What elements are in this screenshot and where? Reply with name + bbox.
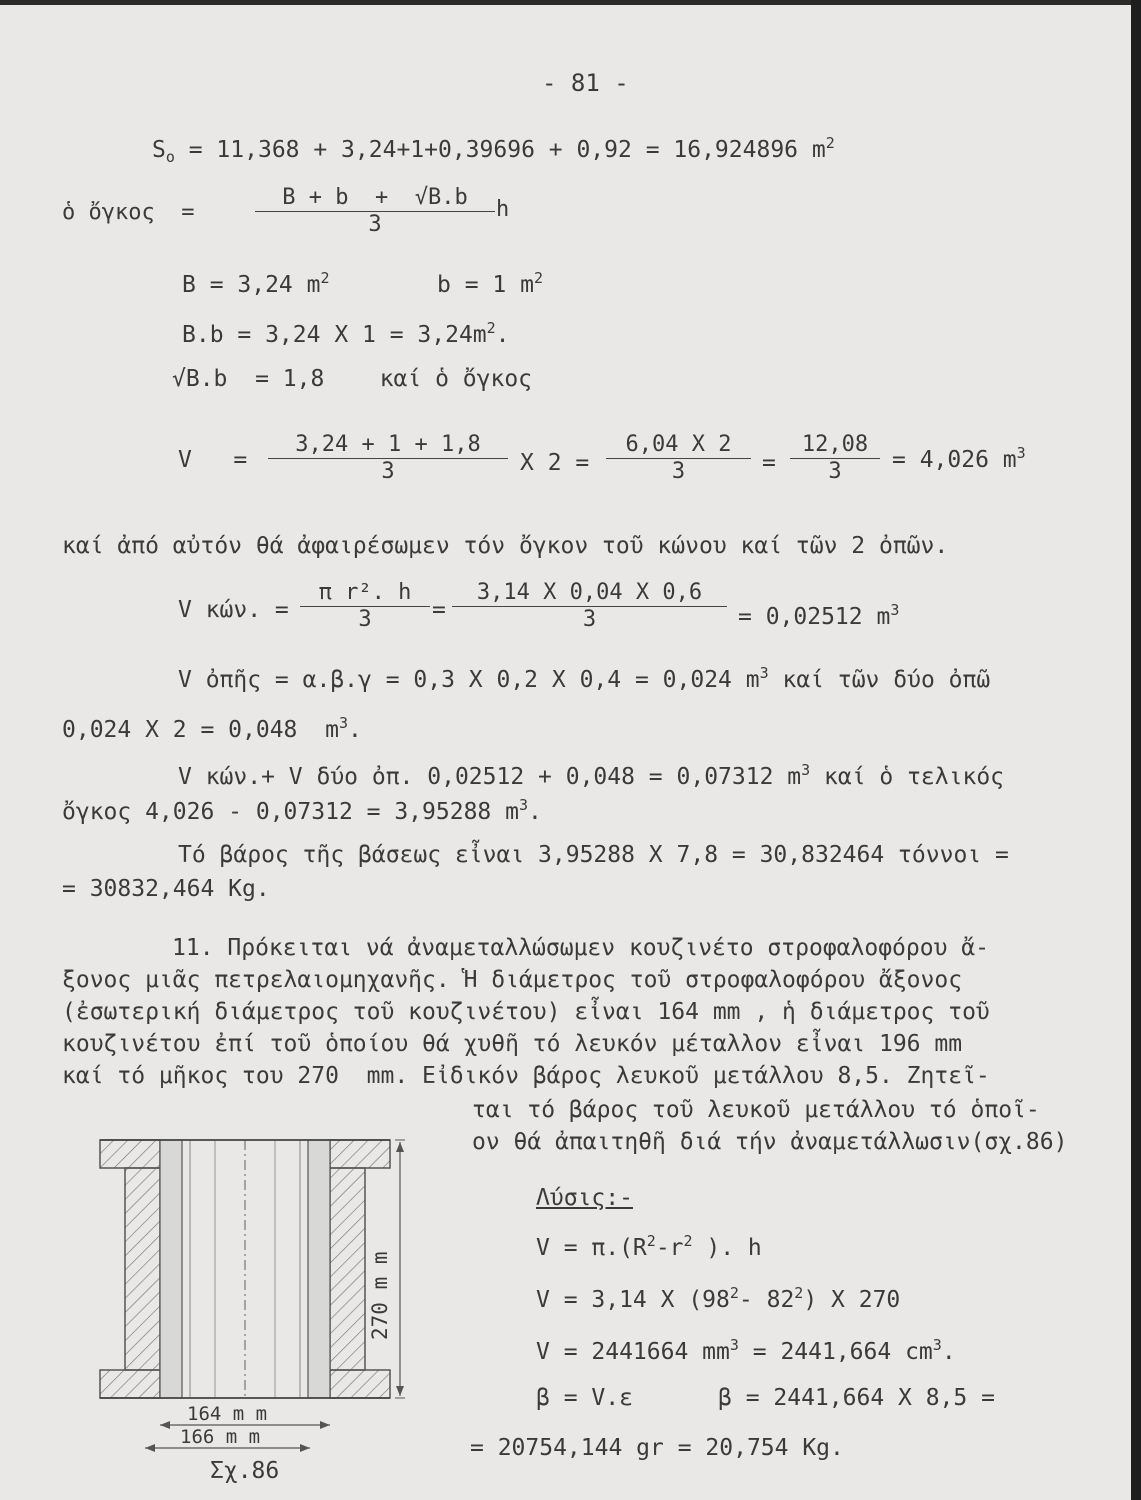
height-dimension-label: 270 m m [368,1251,392,1340]
cone-volume-result: = 0,02512 $m^3$ [738,601,900,630]
solution-title: Λύσις:- [536,1185,633,1211]
bearing-shell [100,1140,390,1398]
hole-volume-line: V ὀπῆς = α.β.γ = 0,3 X 0,2 X 0,4 = 0,024 $m^3$ καί τῶν δύο ὀπῶ [178,664,991,693]
problem-11-line-3: (ἐσωτερική διάμετρος τοῦ κουζινέτου) εἶναι 164 mm , ἡ διάμετρος τοῦ [62,999,990,1025]
subtraction-total-line: V κών.+ V δύο ὀπ. 0,02512 + 0,048 = 0,07312 $m^3$ καί ὁ τελικός [178,761,1005,790]
cone-volume-equals: = [432,597,446,623]
inner-diameter-label: 164 m m [187,1403,268,1425]
cone-volume-fraction-1: π r². h 3 [300,580,430,633]
scan-right-edge [1131,0,1141,1500]
cone-volume-fraction-2: 3,14 X 0,04 X 0,6 3 [452,580,727,633]
solution-formula: $V = \pi.(R^2-r^2$ ). h [536,1232,762,1261]
V-times-2: X 2 = [520,450,590,476]
problem-11-line-1: 11. Πρόκειται νά ἀναμεταλλώσωμεν κουζινέτο στροφαλοφόρου ἄ- [172,935,989,961]
solution-final-weight: = 20754,144 gr = 20,754 Kg. [470,1435,844,1461]
V-fraction-2: 6,04 X 2 3 [606,432,751,485]
V-fraction-3: 12,08 3 [790,432,880,485]
text-subtract-cone: καί ἀπό αὐτόν θά ἀφαιρέσωμεν τόν ὄγκον τοῦ κώνου καί τῶν 2 ὀπῶν. [62,533,949,559]
volume-formula-fraction: B + b + √B.b 3 [255,185,495,238]
line-Bb-product: B.b = 3,24 X $1 = 3,24m^2$. [182,319,510,348]
V-result: = 4,026 $m^3$ [892,444,1026,473]
line-sqrt-Bb: √B.b = 1,8 καί ὁ ὄγκος [172,366,533,392]
final-volume-line: ὄγκος 4,026 - 0,07312 = 3,95288 $m^3$. [62,796,542,825]
V-equals: = [762,450,776,476]
problem-11-line-4: κουζινέτου ἐπί τοῦ ὁποίου θά χυθῆ τό λευκόν μέταλλον εἶναι 196 mm [62,1031,963,1057]
line-B-value: B = 3,24 $m^2$ [182,269,330,298]
V-fraction-1: 3,24 + 1 + 1,8 3 [268,432,508,485]
problem-11-line-6: ται τό βάρος τοῦ λευκοῦ μετάλλου τό ὁποῖ- [472,1097,1040,1123]
bearing-section-figure [95,1130,425,1490]
scan-top-edge [0,0,1141,5]
problem-11-line-5: καί τό μῆκος του 270 mm. Εἰδικόν βάρος λευκοῦ μετάλλου 8,5. Ζητεῖ- [62,1063,990,1089]
solution-volume-result: V = 2441664 $mm^3 = 2441,664$ $cm^3$. [536,1336,956,1365]
problem-11-line-2: ξονος μιᾶς πετρελαιομηχανῆς. Ἡ διάμετρος τοῦ στροφαλοφόρου ἄξονος [62,967,963,993]
outer-diameter-label: 166 m m [180,1426,261,1448]
page-number: - 81 - [542,69,629,97]
line-surface-total: $S_o = 11,368 + 3,24+1+0,39696 + 0,92 = 16,924896$ $m^2$ [152,134,835,166]
line-b-value: b = 1 $m^2$ [437,269,543,298]
solution-weight-formula: β = V.ε [536,1385,633,1411]
solution-weight-calc: β = 2441,664 X 8,5 = [718,1385,995,1411]
height-dimension [395,1140,405,1398]
weight-kg-line: = 30832,464 Kg. [62,876,270,902]
two-holes-volume: 0,024 X 2 = 0,048 $m^3$. [62,714,362,743]
cone-volume-label: V κών. = [178,597,289,623]
solution-substitution: V = 3,14 X ($98^2-$ $82^2$) X 270 [536,1284,901,1313]
figure-caption: Σχ.86 [210,1458,280,1484]
weight-line: Τό βάρος τῆς βάσεως εἶναι 3,95288 X 7,8 = 30,832464 τόννοι = [178,842,1009,868]
volume-formula-h: h [496,197,510,222]
volume-formula-label: ὁ ὄγκος = [62,200,195,225]
problem-11-line-7: ον θά ἀπαιτηθῆ διά τήν ἀναμετάλλωσιν(σχ.86) [472,1129,1068,1155]
V-label: V = [178,447,248,473]
